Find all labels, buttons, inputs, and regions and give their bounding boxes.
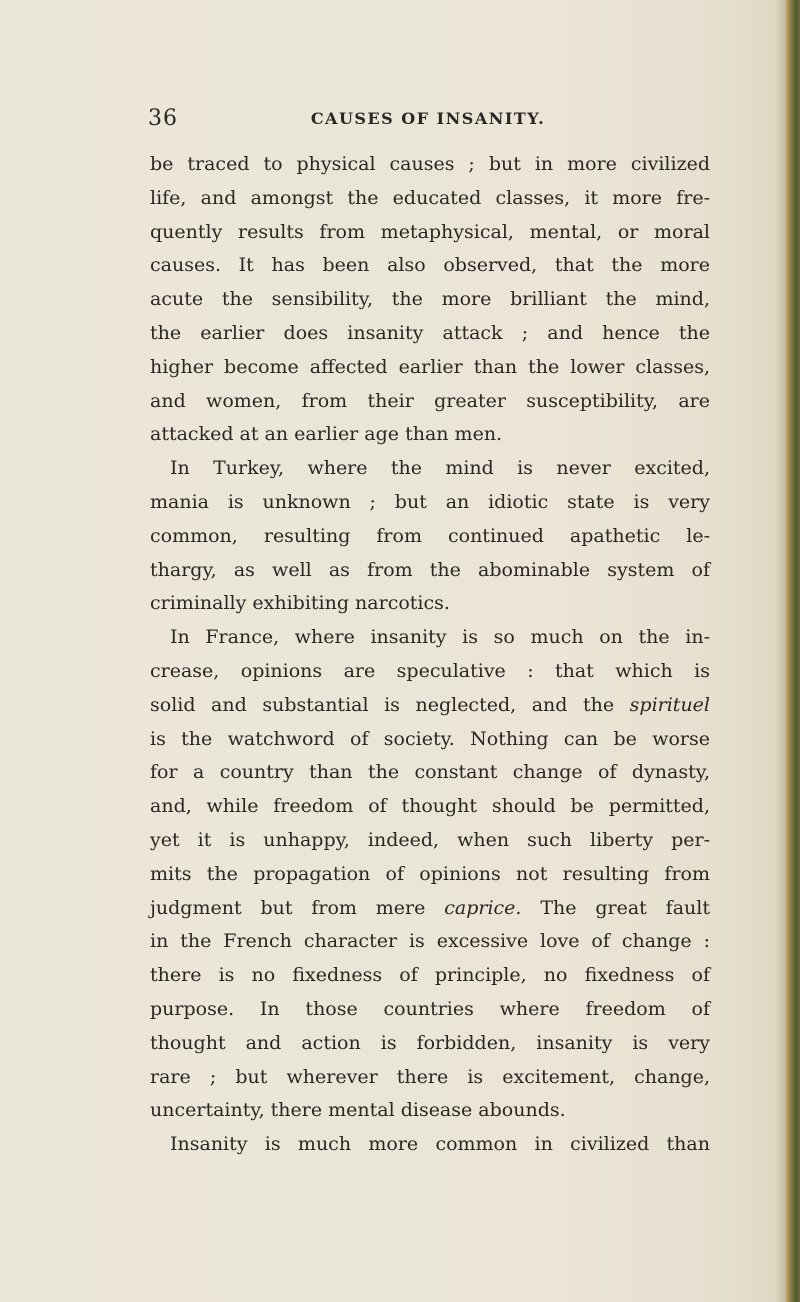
text-line: acute the sensibility, the more brilliant the mind, <box>150 288 710 311</box>
text-line: yet it is unhappy, indeed, when such liberty per- <box>150 828 710 851</box>
text-line: mania is unknown ; but an idiotic state is very <box>150 490 710 513</box>
body-text <box>150 148 710 1162</box>
text-line: mits the propagation of opinions not resulting from <box>150 862 710 885</box>
paragraph-start-line: Insanity is much more common in civilized than <box>170 1133 710 1156</box>
page-edge-shadow <box>776 0 786 1302</box>
text-line: causes. It has been also observed, that the more <box>150 254 710 277</box>
text-line: there is no fixedness of principle, no fixedness of <box>150 964 710 987</box>
text-run: judgment but from mere <box>150 896 445 919</box>
text-line: life, and amongst the educated classes, it more fre- <box>150 186 710 209</box>
page-number: 36 <box>148 106 178 131</box>
paragraph-end-line: attacked at an earlier age than men. <box>150 423 503 446</box>
text-line: for a country than the constant change of dynasty, <box>150 761 710 784</box>
text-line: is the watchword of society. Nothing can be worse <box>150 727 710 750</box>
text-line: crease, opinions are speculative : that which is <box>150 659 710 682</box>
italic-term-caprice: caprice. <box>444 896 522 919</box>
text-run: The great fault <box>521 896 710 919</box>
text-line: be traced to physical causes ; but in more civilized <box>150 153 710 175</box>
text-line: rare ; but wherever there is excitement, change, <box>150 1065 710 1088</box>
text-line <box>150 689 710 723</box>
text-line: thought and action is forbidden, insanity is very <box>150 1031 710 1054</box>
text-line <box>150 892 710 926</box>
running-head: CAUSES OF INSANITY. <box>310 109 546 128</box>
paragraph-start-line: In France, where insanity is so much on the in- <box>170 626 710 649</box>
text-line: purpose. In those countries where freedom of <box>150 997 710 1020</box>
book-fore-edge <box>786 0 800 1302</box>
text-line: thargy, as well as from the abominable system of <box>150 558 710 581</box>
text-line: common, resulting from continued apathetic le- <box>150 524 710 547</box>
paragraph-end-line: uncertainty, there mental disease abounds. <box>150 1099 566 1122</box>
text-run: solid and substantial is neglected, and the <box>150 693 630 716</box>
page-header <box>148 106 708 138</box>
italic-term-spirituel: spirituel <box>629 693 710 716</box>
text-line: the earlier does insanity attack ; and hence the <box>150 321 710 344</box>
text-line: in the French character is excessive love of change : <box>150 930 710 953</box>
text-line: and, while freedom of thought should be permitted, <box>150 795 710 818</box>
text-line: and women, from their greater susceptibility, are <box>150 389 710 412</box>
text-line: quently results from metaphysical, mental, or moral <box>150 220 710 243</box>
text-line: higher become affected earlier than the lower classes, <box>150 355 710 378</box>
paragraph-end-line: criminally exhibiting narcotics. <box>150 592 450 615</box>
paragraph-start-line: In Turkey, where the mind is never excited, <box>170 457 710 480</box>
